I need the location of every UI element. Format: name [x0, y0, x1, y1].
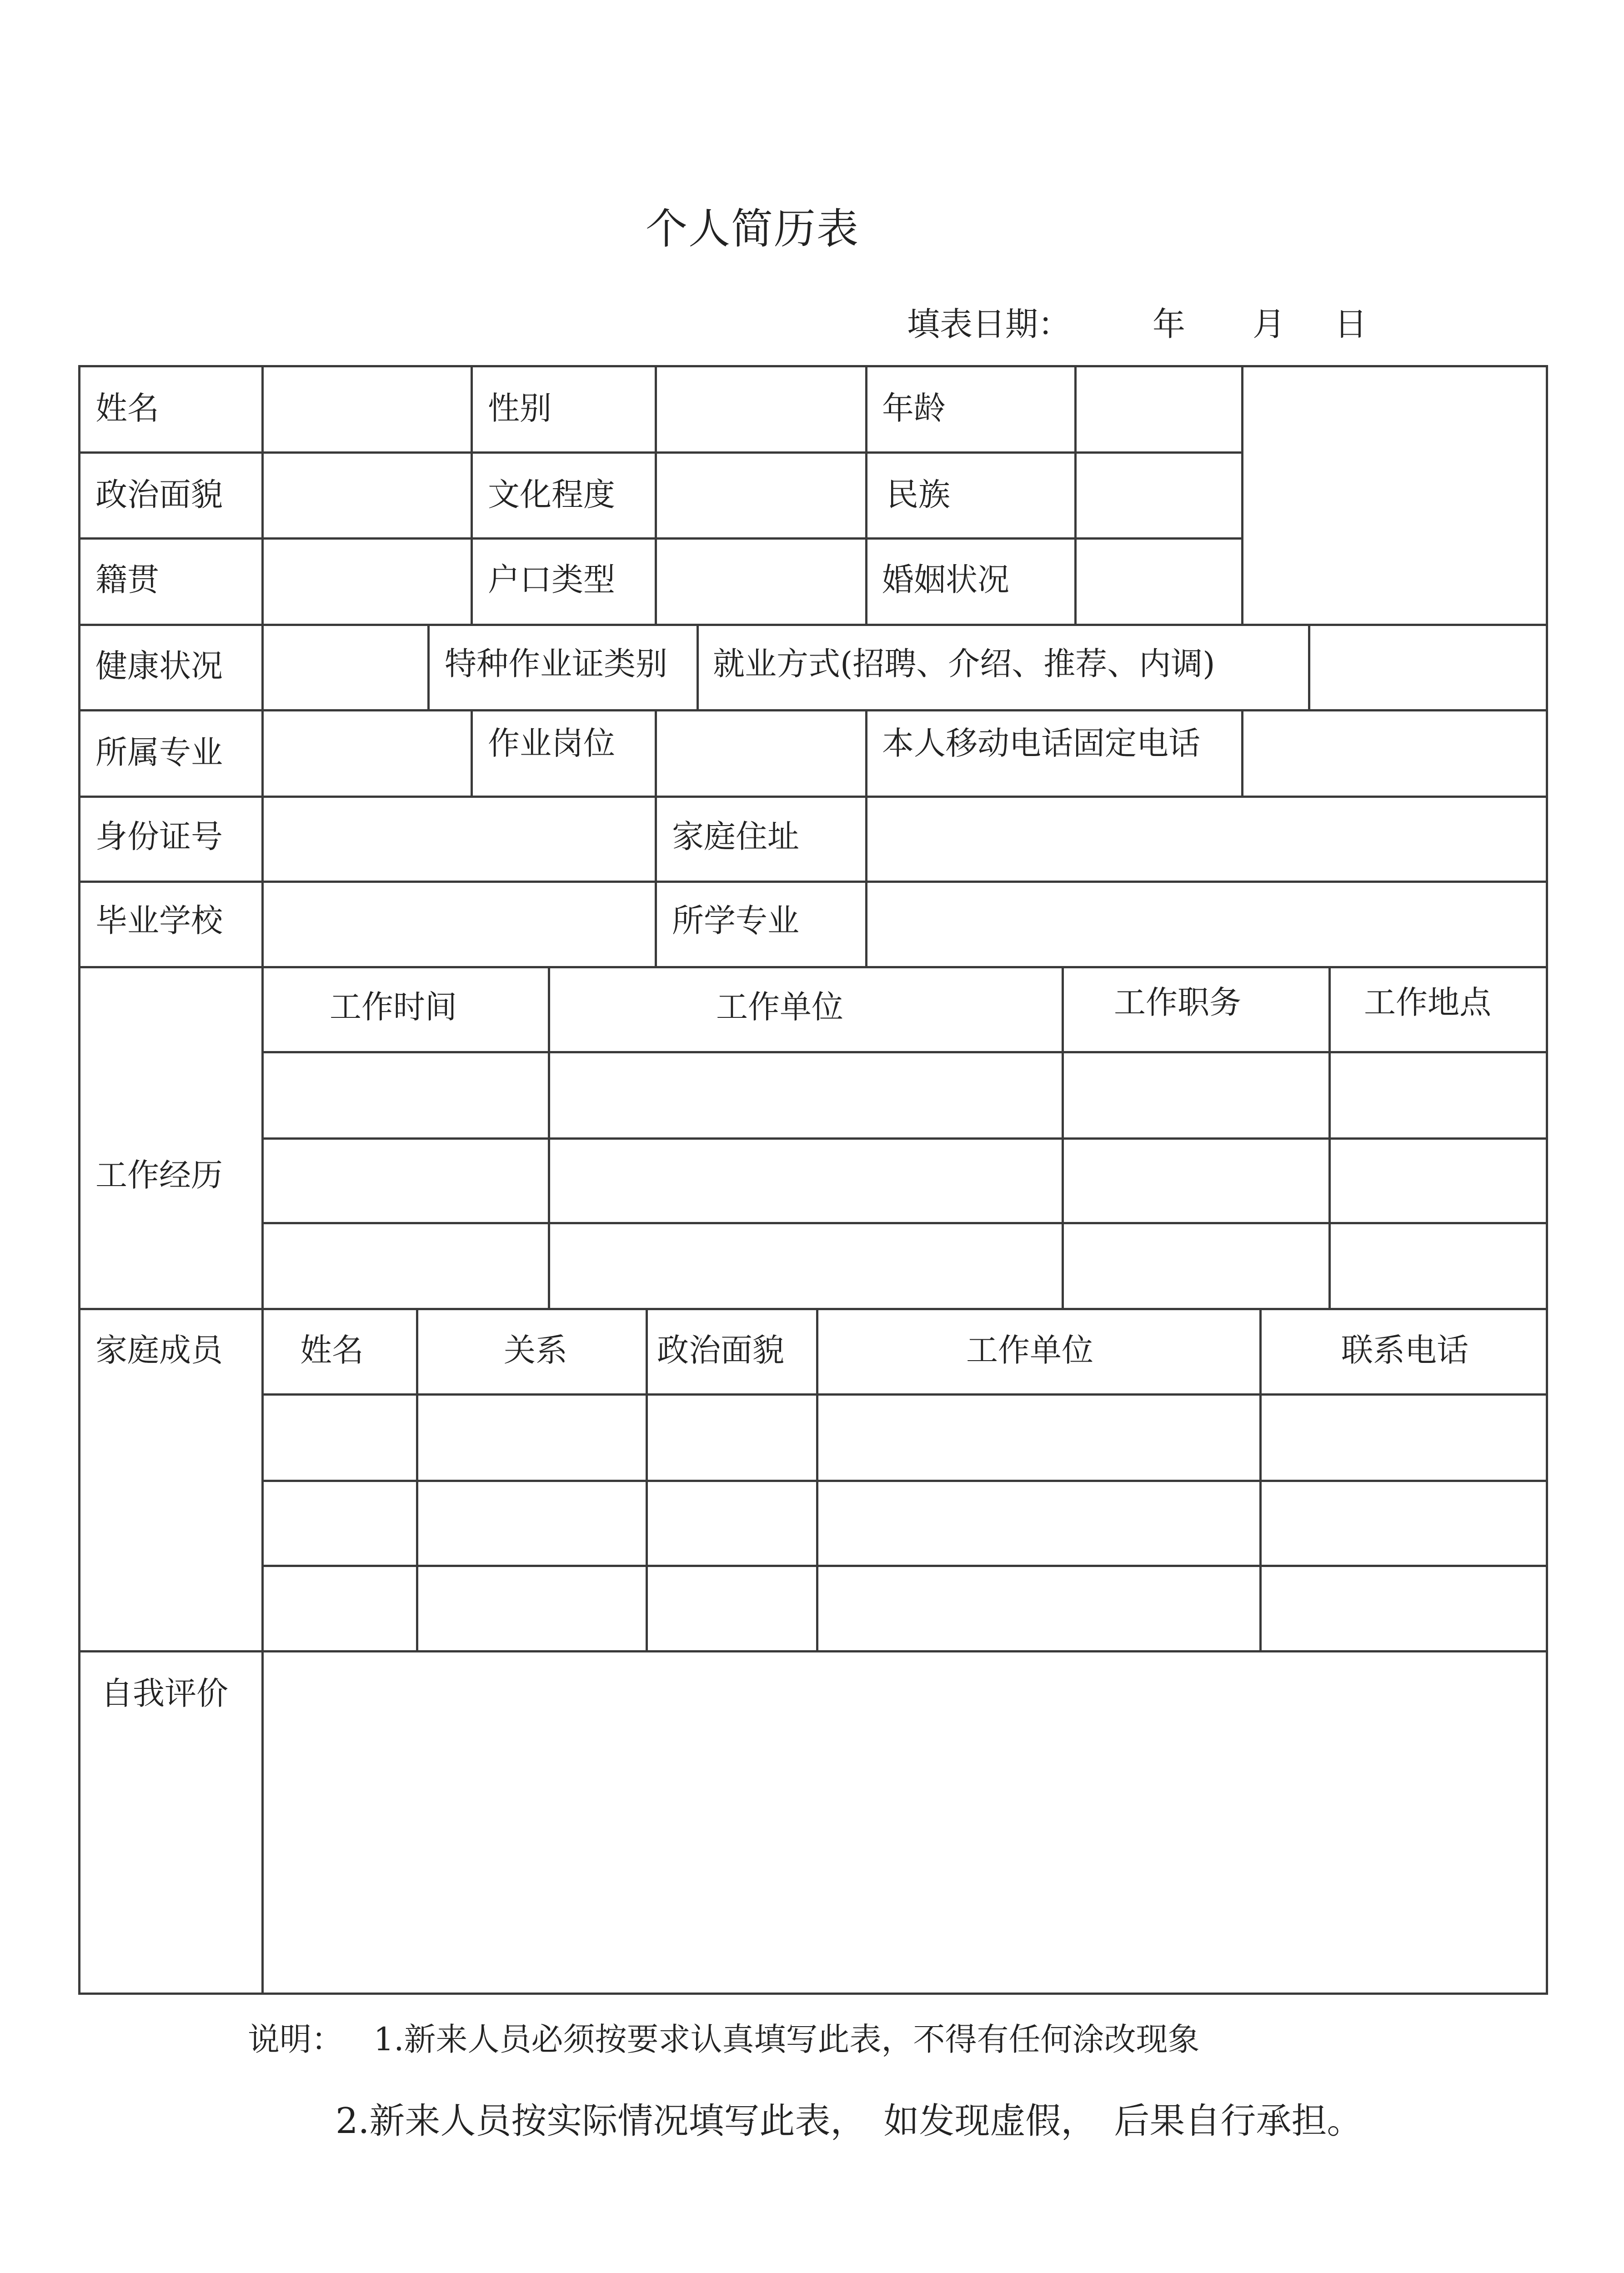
- fill-date-year: 年: [1153, 305, 1186, 343]
- id-number-field[interactable]: [264, 798, 655, 881]
- notes-text-1: 1.新来人员必须按要求认真填写此表，不得有任何涂改现象: [373, 2021, 1200, 2058]
- family-work-unit-header: 工作单位: [966, 1332, 1093, 1369]
- age-label: 年龄: [882, 390, 946, 427]
- fill-date-day: 日: [1334, 305, 1368, 343]
- home-address-label: 家庭住址: [672, 818, 799, 855]
- family-political-header: 政治面貌: [657, 1332, 784, 1369]
- employment-method-label: 就业方式(招聘、介绍、推荐、内调): [713, 645, 1215, 682]
- notes-prefix: 说明：: [248, 2021, 343, 2058]
- studied-major-label: 所学专业: [672, 902, 799, 939]
- family-label: 家庭成员: [95, 1332, 223, 1369]
- marital-label: 婚姻状况: [882, 561, 1009, 598]
- notes-line-2: 2.新来人员按实际情况填写此表， 如发现虚假， 后果自行承担。: [336, 2101, 1363, 2142]
- notes-line-1: [248, 2014, 1200, 2060]
- graduated-school-label: 毕业学校: [95, 902, 223, 939]
- col-divider: [427, 624, 430, 709]
- col-divider: [471, 709, 473, 796]
- id-number-label: 身份证号: [95, 818, 223, 855]
- work-history-label: 工作经历: [95, 1157, 223, 1194]
- education-label: 文化程度: [488, 476, 615, 513]
- col-divider: [865, 709, 867, 796]
- work-time-header: 工作时间: [330, 988, 457, 1026]
- table-border-bottom: [78, 1993, 1548, 1995]
- home-address-field[interactable]: [867, 798, 1546, 881]
- work-location-header: 工作地点: [1364, 984, 1491, 1021]
- studied-major-field[interactable]: [867, 883, 1546, 966]
- work-unit-header: 工作单位: [716, 988, 843, 1026]
- marital-field[interactable]: [1077, 540, 1241, 624]
- work-position-header: 工作职务: [1114, 984, 1241, 1021]
- fill-date-month: 月: [1253, 305, 1286, 343]
- work-history-entries[interactable]: [264, 1053, 1546, 1308]
- col-divider: [865, 365, 867, 624]
- phone-label: 本人移动电话固定电话: [882, 725, 1200, 762]
- col-divider: [471, 365, 473, 624]
- employment-method-field[interactable]: [1310, 626, 1546, 709]
- age-field[interactable]: [1077, 367, 1241, 451]
- native-place-field[interactable]: [264, 540, 471, 624]
- health-field[interactable]: [264, 626, 427, 709]
- graduated-school-field[interactable]: [264, 883, 655, 966]
- hukou-type-field[interactable]: [657, 540, 865, 624]
- major-label: 所属专业: [95, 734, 223, 771]
- family-relation-header: 关系: [504, 1332, 567, 1369]
- post-label: 作业岗位: [488, 725, 615, 762]
- self-evaluation-field[interactable]: [264, 1652, 1546, 1993]
- name-field[interactable]: [264, 367, 471, 451]
- table-border-left: [78, 365, 80, 1995]
- family-phone-header: 联系电话: [1341, 1332, 1469, 1369]
- row-divider: [78, 1308, 1548, 1310]
- phone-field[interactable]: [1243, 711, 1546, 796]
- form-title: 个人简历表: [645, 205, 859, 253]
- photo-field[interactable]: [1243, 367, 1546, 624]
- table-border-right: [1546, 365, 1548, 1995]
- gender-label: 性别: [488, 390, 551, 427]
- post-field[interactable]: [657, 711, 865, 796]
- education-field[interactable]: [657, 454, 865, 537]
- col-divider: [655, 796, 657, 966]
- family-name-header: 姓名: [300, 1332, 364, 1369]
- native-place-label: 籍贯: [95, 561, 159, 598]
- row-divider: [78, 966, 1548, 968]
- ethnicity-field[interactable]: [1077, 454, 1241, 537]
- fill-date-label: 填表日期：: [907, 305, 1071, 343]
- hukou-type-label: 户口类型: [488, 561, 615, 598]
- special-cert-label: 特种作业证类别: [445, 645, 667, 682]
- name-label: 姓名: [95, 390, 159, 427]
- political-field[interactable]: [264, 454, 471, 537]
- ethnicity-label: 民族: [887, 476, 950, 513]
- gender-field[interactable]: [657, 367, 865, 451]
- self-evaluation-label: 自我评价: [101, 1675, 228, 1712]
- health-label: 健康状况: [95, 647, 223, 685]
- family-member-entries[interactable]: [264, 1396, 1546, 1650]
- col-divider: [697, 624, 699, 709]
- political-label: 政治面貌: [95, 476, 223, 513]
- major-field[interactable]: [264, 711, 471, 796]
